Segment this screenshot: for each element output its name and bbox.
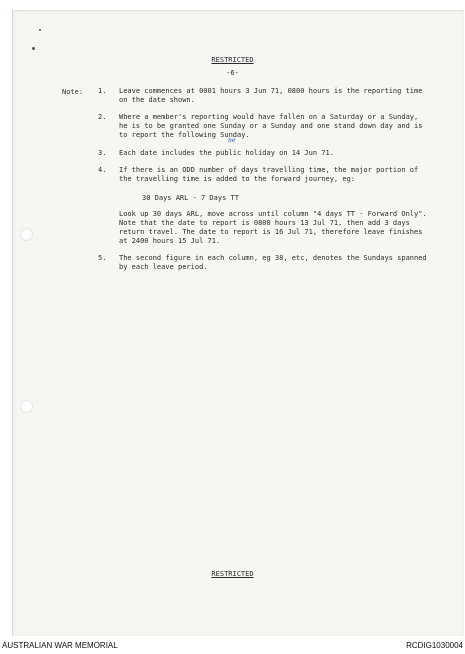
footer-marking: RESTRICTED	[211, 570, 254, 578]
handwritten-annotation: ne	[228, 137, 236, 144]
item-text: If there is an ODD number of days travelling time, the major portion of the travelling time is added to the forward journey, eg:	[119, 166, 419, 183]
item-text: Leave commences at 0001 hours 3 Jun 71, 0800 hours is the reporting time on the date shown.	[119, 87, 423, 104]
example-line: 30 Days ARL - 7 Days TT	[142, 194, 239, 202]
item-text: The second figure in each column, eg 38, etc, denotes the Sundays spanned by each leave period.	[119, 254, 427, 271]
item-number: 1.	[98, 87, 107, 95]
header-marking: RESTRICTED	[211, 56, 254, 64]
punch-hole	[20, 400, 33, 413]
archive-footer	[0, 636, 465, 654]
item-number: 3.	[98, 149, 107, 157]
punch-hole	[20, 228, 33, 241]
note-label: Note:	[62, 88, 84, 96]
item-text: Each date includes the public holiday on 14 Jun 71.	[119, 149, 334, 157]
ink-speck	[39, 29, 41, 31]
ink-speck	[32, 47, 35, 50]
item-number: 4.	[98, 166, 107, 174]
item-number: 2.	[98, 113, 107, 121]
archive-institution: AUSTRALIAN WAR MEMORIAL	[2, 641, 118, 650]
archive-reference: RCDIG1030004	[406, 641, 463, 650]
item-text: Look up 30 days ARL, move across until column "4 days TT - Forward Only". Note that the date to report is 0800 hours 13 Jul 71, then add 3 days return travel. The date to report is 16 Jul 71, therefore leave finishes at 2400 hours 15 Jul 71.	[119, 210, 427, 245]
item-number: 5.	[98, 254, 107, 262]
page-number: -6-	[226, 69, 239, 77]
item-text: Where a member's reporting would have fallen on a Saturday or a Sunday, he is to be granted one Sunday or a Sunday and one stand down day and is to report the following Sunday.	[119, 113, 423, 139]
